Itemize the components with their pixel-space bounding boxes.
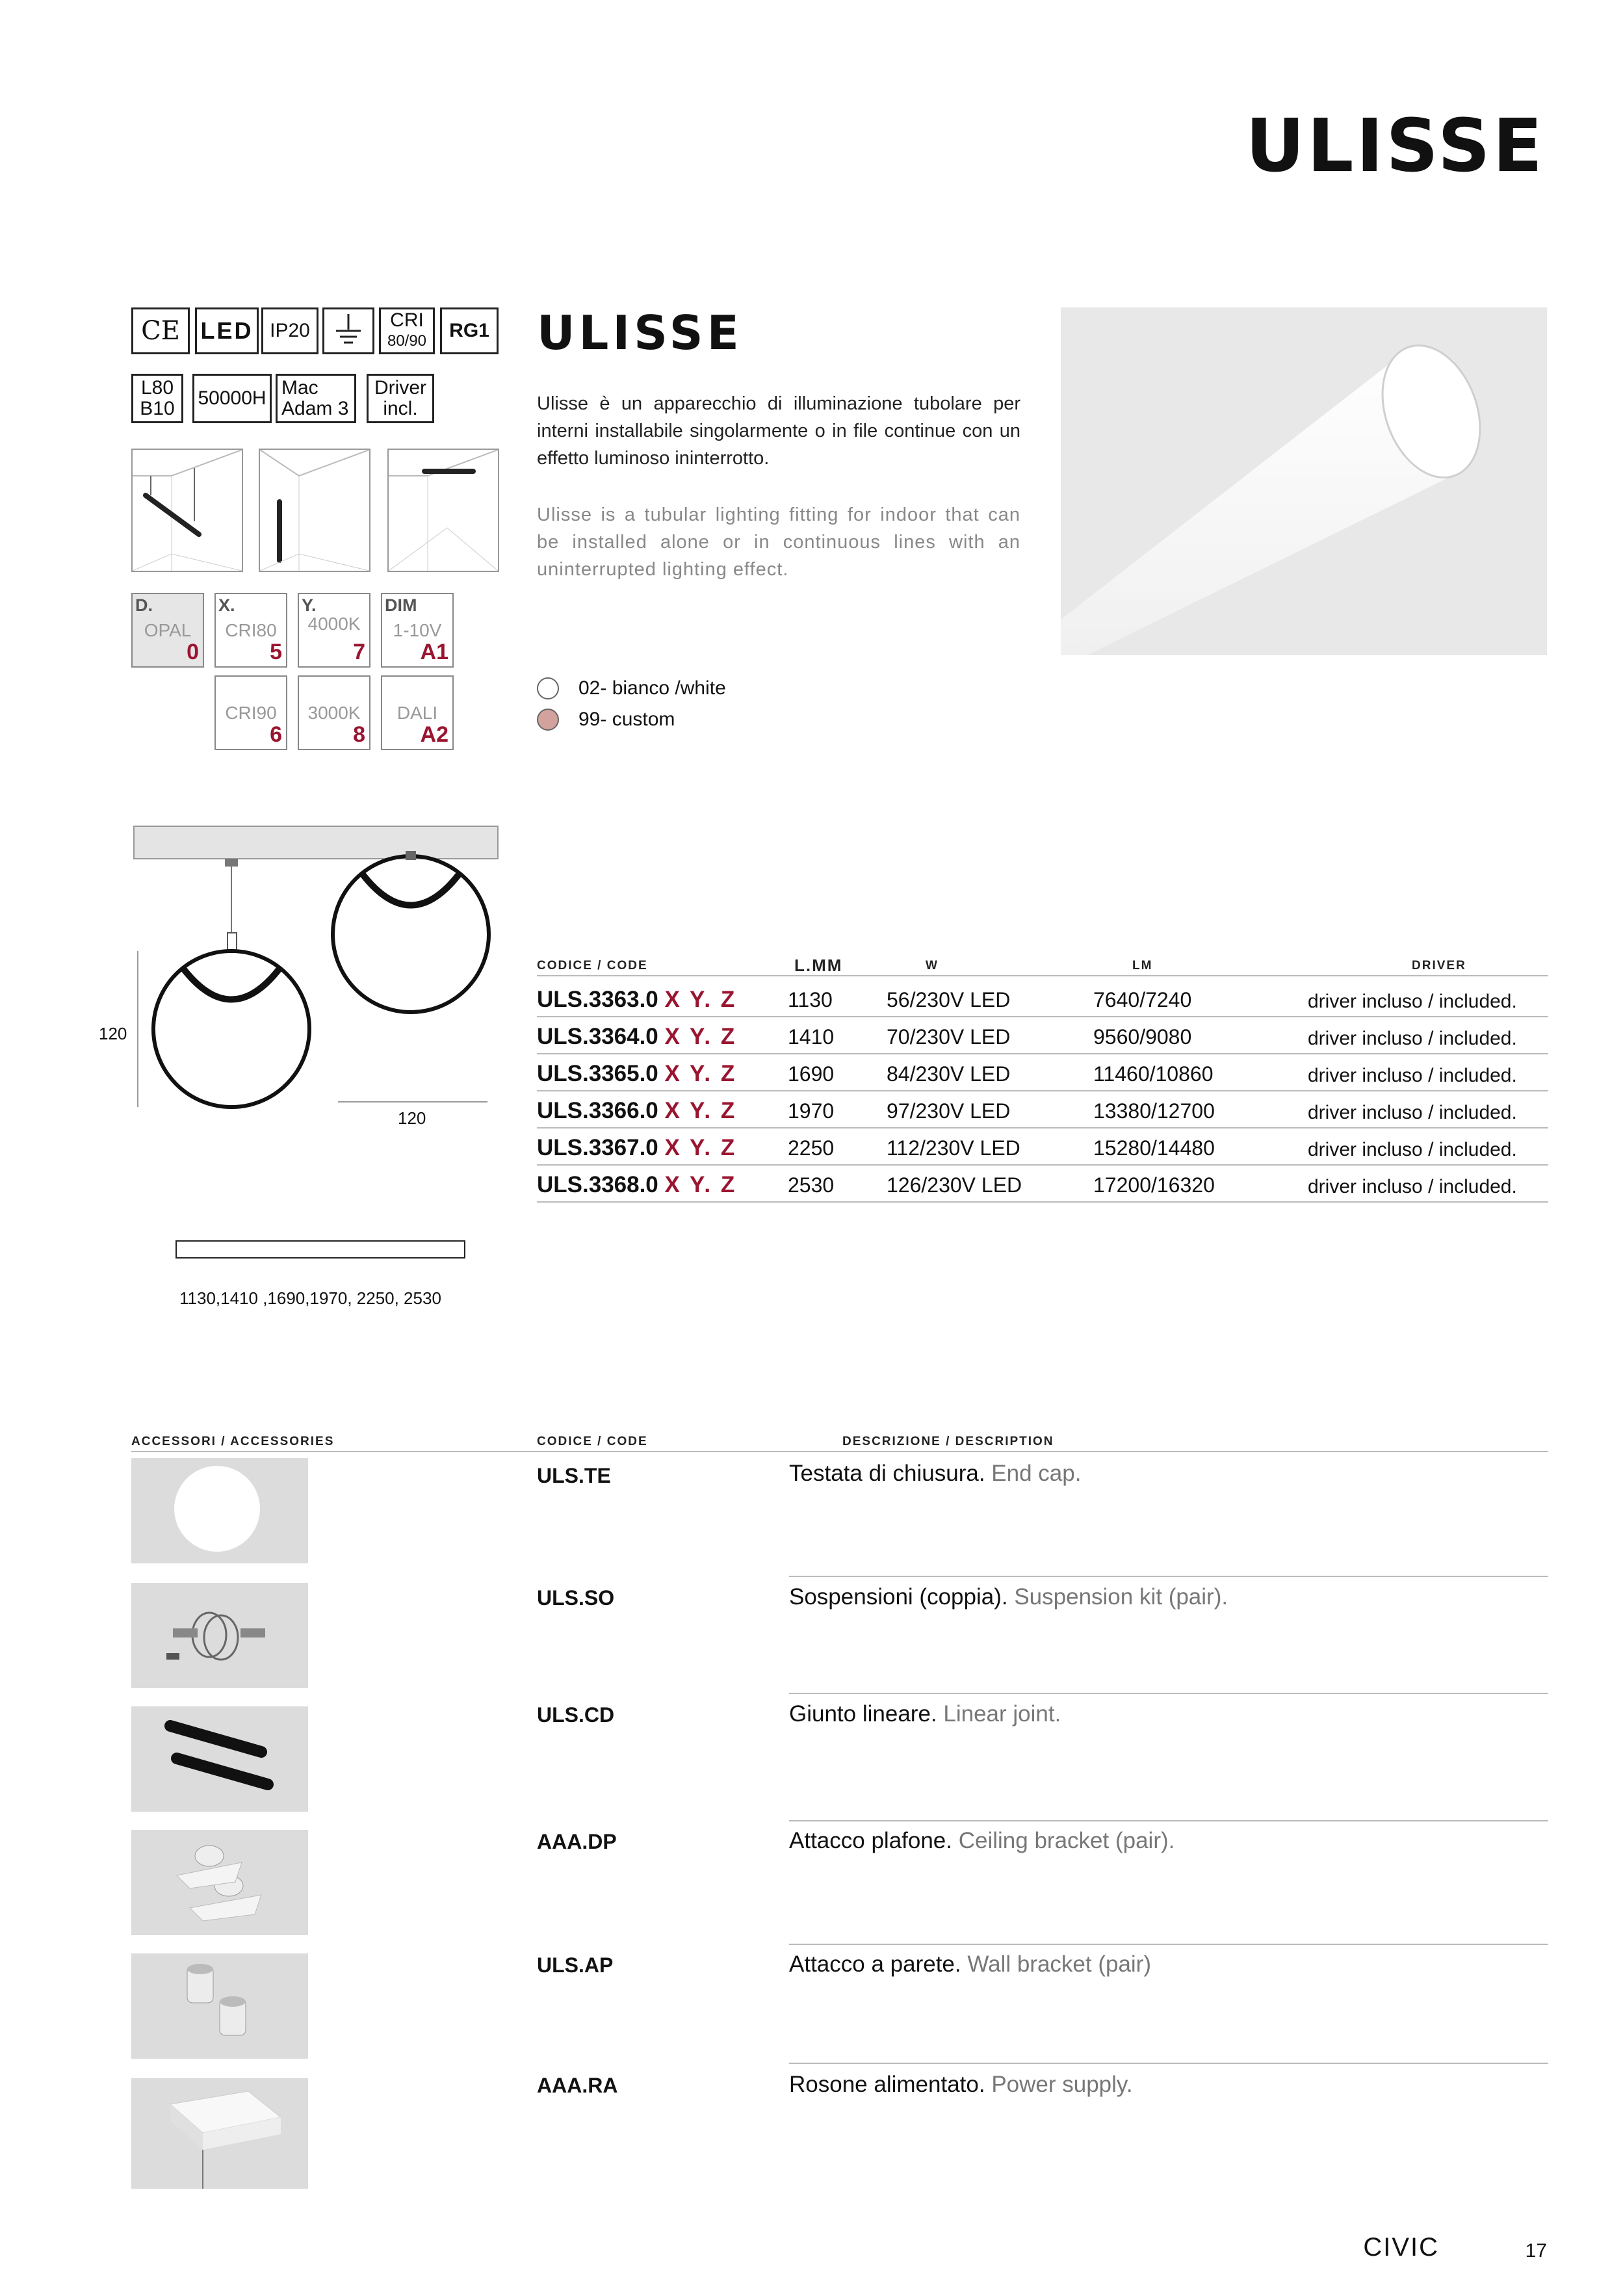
row-code [537, 987, 736, 1013]
row-lumen: 7640/7240 [1093, 988, 1192, 1011]
option-y-4000k [298, 593, 370, 668]
option-code: 5 [270, 640, 282, 664]
row-watt: 112/230V LED [887, 1136, 1020, 1160]
lifetime-l80: L80 [140, 377, 174, 398]
header-code: CODICE / CODE [537, 959, 648, 972]
accessory-description [789, 1951, 1151, 1977]
option-label: 4000K [307, 614, 361, 634]
option-y-header: Y. [302, 595, 317, 615]
length-bar [175, 1240, 465, 1259]
row-rule [537, 1127, 1548, 1128]
header-watt: W [926, 959, 939, 972]
option-dim-dali [381, 675, 454, 750]
row-watt: 84/230V LED [887, 1062, 1011, 1086]
code-base: ULS.3365.0 [537, 1061, 658, 1086]
accessory-rule [789, 1576, 1548, 1577]
width-dimension: 120 [398, 1108, 426, 1128]
accessory-desc-en: Power supply. [991, 2072, 1133, 2097]
row-rule [537, 1201, 1548, 1203]
option-label: OPAL [144, 620, 192, 640]
linear-joint-image [131, 1706, 308, 1812]
accessory-description [789, 1828, 1175, 1854]
ce-mark: CE [131, 307, 190, 354]
option-x-header: X. [218, 595, 235, 615]
cri-values: 80/90 [387, 332, 427, 350]
accessory-desc-it: Sospensioni (coppia). [789, 1584, 1008, 1610]
driver-l2: incl. [383, 398, 418, 419]
row-lumen: 9560/9080 [1093, 1025, 1192, 1049]
option-label: 3000K [307, 703, 361, 723]
product-name: ULISSE [537, 306, 743, 360]
header-accessories: ACCESSORI / ACCESSORIES [131, 1435, 335, 1448]
accessory-description [789, 1584, 1228, 1610]
length-values: 1130,1410 ,1690,1970, 2250, 2530 [179, 1288, 441, 1308]
risk-group: RG1 [440, 307, 499, 354]
row-driver: driver incluso / included. [1308, 1139, 1517, 1160]
option-d-opal [131, 593, 204, 668]
option-code: 6 [270, 722, 282, 747]
accessory-code: AAA.RA [537, 2074, 618, 2097]
row-watt: 70/230V LED [887, 1025, 1011, 1049]
accessory-code: ULS.TE [537, 1464, 611, 1487]
row-length: 1970 [788, 1099, 835, 1123]
row-code [537, 1061, 736, 1087]
row-watt: 126/230V LED [887, 1173, 1022, 1197]
option-code: A2 [420, 722, 448, 747]
row-lumen: 15280/14480 [1093, 1136, 1215, 1160]
accessory-code: ULS.SO [537, 1586, 615, 1610]
row-length: 2530 [788, 1173, 835, 1197]
row-watt: 97/230V LED [887, 1099, 1011, 1123]
wall-mount-sketch [259, 449, 370, 572]
header-length: L.MM [794, 956, 843, 975]
accessory-rule [789, 1944, 1548, 1945]
brand-logo: CIVIC [1363, 2233, 1439, 2262]
accessories-header-rule [131, 1451, 1548, 1452]
row-driver: driver incluso / included. [1308, 1176, 1517, 1197]
accessory-desc-it: Testata di chiusura. [789, 1461, 985, 1486]
row-lumen: 11460/10860 [1093, 1062, 1214, 1086]
row-watt: 56/230V LED [887, 988, 1011, 1011]
accessory-description [789, 1461, 1081, 1487]
finish-label: 99- custom [578, 709, 675, 730]
row-lumen: 13380/12700 [1093, 1099, 1215, 1123]
code-suffix: X Y. Z [664, 1135, 737, 1160]
row-driver: driver incluso / included. [1308, 1065, 1517, 1086]
row-length: 1130 [788, 988, 833, 1011]
accessory-desc-en: Linear joint. [943, 1701, 1061, 1727]
option-y-3000k [298, 675, 370, 750]
lifetime-hours: 50000H [192, 374, 272, 423]
cri-rating [379, 307, 435, 354]
option-label: CRI90 [225, 703, 277, 723]
macadam-l2: Adam 3 [281, 398, 349, 419]
option-code: 8 [353, 722, 365, 747]
finish-custom [537, 709, 675, 731]
finish-swatch [537, 677, 559, 699]
finish-swatch [537, 709, 559, 731]
driver-l1: Driver [374, 377, 426, 398]
power-supply-image [131, 2078, 308, 2189]
accessory-description [789, 2072, 1133, 2098]
row-code [537, 1135, 736, 1161]
description-english: Ulisse is a tubular lighting fitting for indoor that can be installed alone or in continuous lines with an uninterrupted lighting effect. [537, 504, 1020, 580]
product-image [1061, 307, 1547, 655]
accessory-desc-it: Rosone alimentato. [789, 2072, 985, 2097]
code-suffix: X Y. Z [664, 1098, 737, 1123]
ip-rating: IP20 [261, 307, 318, 354]
suspension-kit-image [131, 1583, 308, 1688]
dimension-drawing [84, 822, 526, 1128]
row-length: 1410 [788, 1025, 835, 1049]
ceiling-mount-sketch [387, 449, 499, 572]
table-header-rule [537, 975, 1548, 976]
option-label: 1-10V [393, 620, 442, 640]
row-code [537, 1172, 736, 1198]
accessory-code: AAA.DP [537, 1830, 617, 1853]
option-code: A1 [420, 640, 448, 664]
macadam-l1: Mac [281, 377, 318, 398]
accessory-rule [789, 1693, 1548, 1694]
finish-label: 02- bianco /white [578, 677, 726, 699]
code-base: ULS.3368.0 [537, 1172, 658, 1197]
earth-icon [322, 307, 374, 354]
option-label: DALI [396, 703, 438, 723]
code-suffix: X Y. Z [664, 987, 737, 1012]
lifetime-rating [131, 374, 183, 423]
row-driver: driver incluso / included. [1308, 991, 1517, 1012]
description-italian: Ulisse è un apparecchio di illuminazione tubolare per interni installabile singolarmente o in file continue con un effetto luminoso ininterrotto. [537, 393, 1020, 469]
option-code: 0 [187, 640, 199, 664]
code-base: ULS.3366.0 [537, 1098, 658, 1123]
accessory-desc-en: End cap. [991, 1461, 1082, 1486]
row-rule [537, 1016, 1548, 1017]
lifetime-b10: B10 [140, 398, 175, 419]
accessory-desc-it: Attacco a parete. [789, 1951, 961, 1977]
row-length: 2250 [788, 1136, 835, 1160]
page-title: ULISSE [1245, 104, 1545, 189]
row-driver: driver incluso / included. [1308, 1102, 1517, 1123]
row-rule [537, 1164, 1548, 1166]
option-code: 7 [353, 640, 365, 664]
option-label: CRI80 [225, 620, 277, 640]
row-length: 1690 [788, 1062, 835, 1086]
suspended-mount-sketch [131, 449, 243, 572]
accessory-desc-en: Suspension kit (pair). [1014, 1584, 1228, 1610]
accessory-rule [789, 1820, 1548, 1821]
header-acc-description: DESCRIZIONE / DESCRIPTION [842, 1435, 1054, 1448]
accessory-desc-en: Ceiling bracket (pair). [958, 1828, 1175, 1853]
accessory-desc-it: Giunto lineare. [789, 1701, 937, 1727]
cri-label: CRI [390, 309, 424, 331]
option-dim-header: DIM [385, 595, 417, 615]
code-base: ULS.3364.0 [537, 1024, 658, 1049]
row-lumen: 17200/16320 [1093, 1173, 1215, 1197]
code-base: ULS.3367.0 [537, 1135, 658, 1160]
driver-included [367, 374, 434, 423]
row-code [537, 1098, 736, 1124]
code-suffix: X Y. Z [664, 1061, 737, 1086]
option-d-header: D. [135, 595, 153, 615]
wall-bracket-image [131, 1953, 308, 2059]
accessory-rule [789, 2063, 1548, 2064]
code-base: ULS.3363.0 [537, 987, 658, 1012]
ceiling-bracket-image [131, 1830, 308, 1935]
page-number: 17 [1525, 2240, 1547, 2262]
header-acc-code: CODICE / CODE [537, 1435, 648, 1448]
macadam-rating [276, 374, 356, 423]
option-x-cri90 [214, 675, 287, 750]
accessory-code: ULS.CD [537, 1703, 615, 1727]
row-code [537, 1024, 736, 1050]
height-dimension: 120 [99, 1024, 127, 1043]
accessory-desc-it: Attacco plafone. [789, 1828, 952, 1853]
header-driver: DRIVER [1412, 959, 1466, 972]
row-rule [537, 1053, 1548, 1054]
accessory-code: ULS.AP [537, 1953, 614, 1977]
code-suffix: X Y. Z [664, 1172, 737, 1197]
row-driver: driver incluso / included. [1308, 1028, 1517, 1049]
accessory-desc-en: Wall bracket (pair) [967, 1951, 1151, 1977]
accessory-description [789, 1701, 1061, 1727]
option-x-cri80 [214, 593, 287, 668]
finish-white [537, 677, 726, 699]
code-suffix: X Y. Z [664, 1024, 737, 1049]
header-lumen: LM [1132, 959, 1153, 972]
option-dim-1-10v [381, 593, 454, 668]
row-rule [537, 1090, 1548, 1091]
led-mark: LED [195, 307, 259, 354]
end-cap-image [131, 1458, 308, 1563]
